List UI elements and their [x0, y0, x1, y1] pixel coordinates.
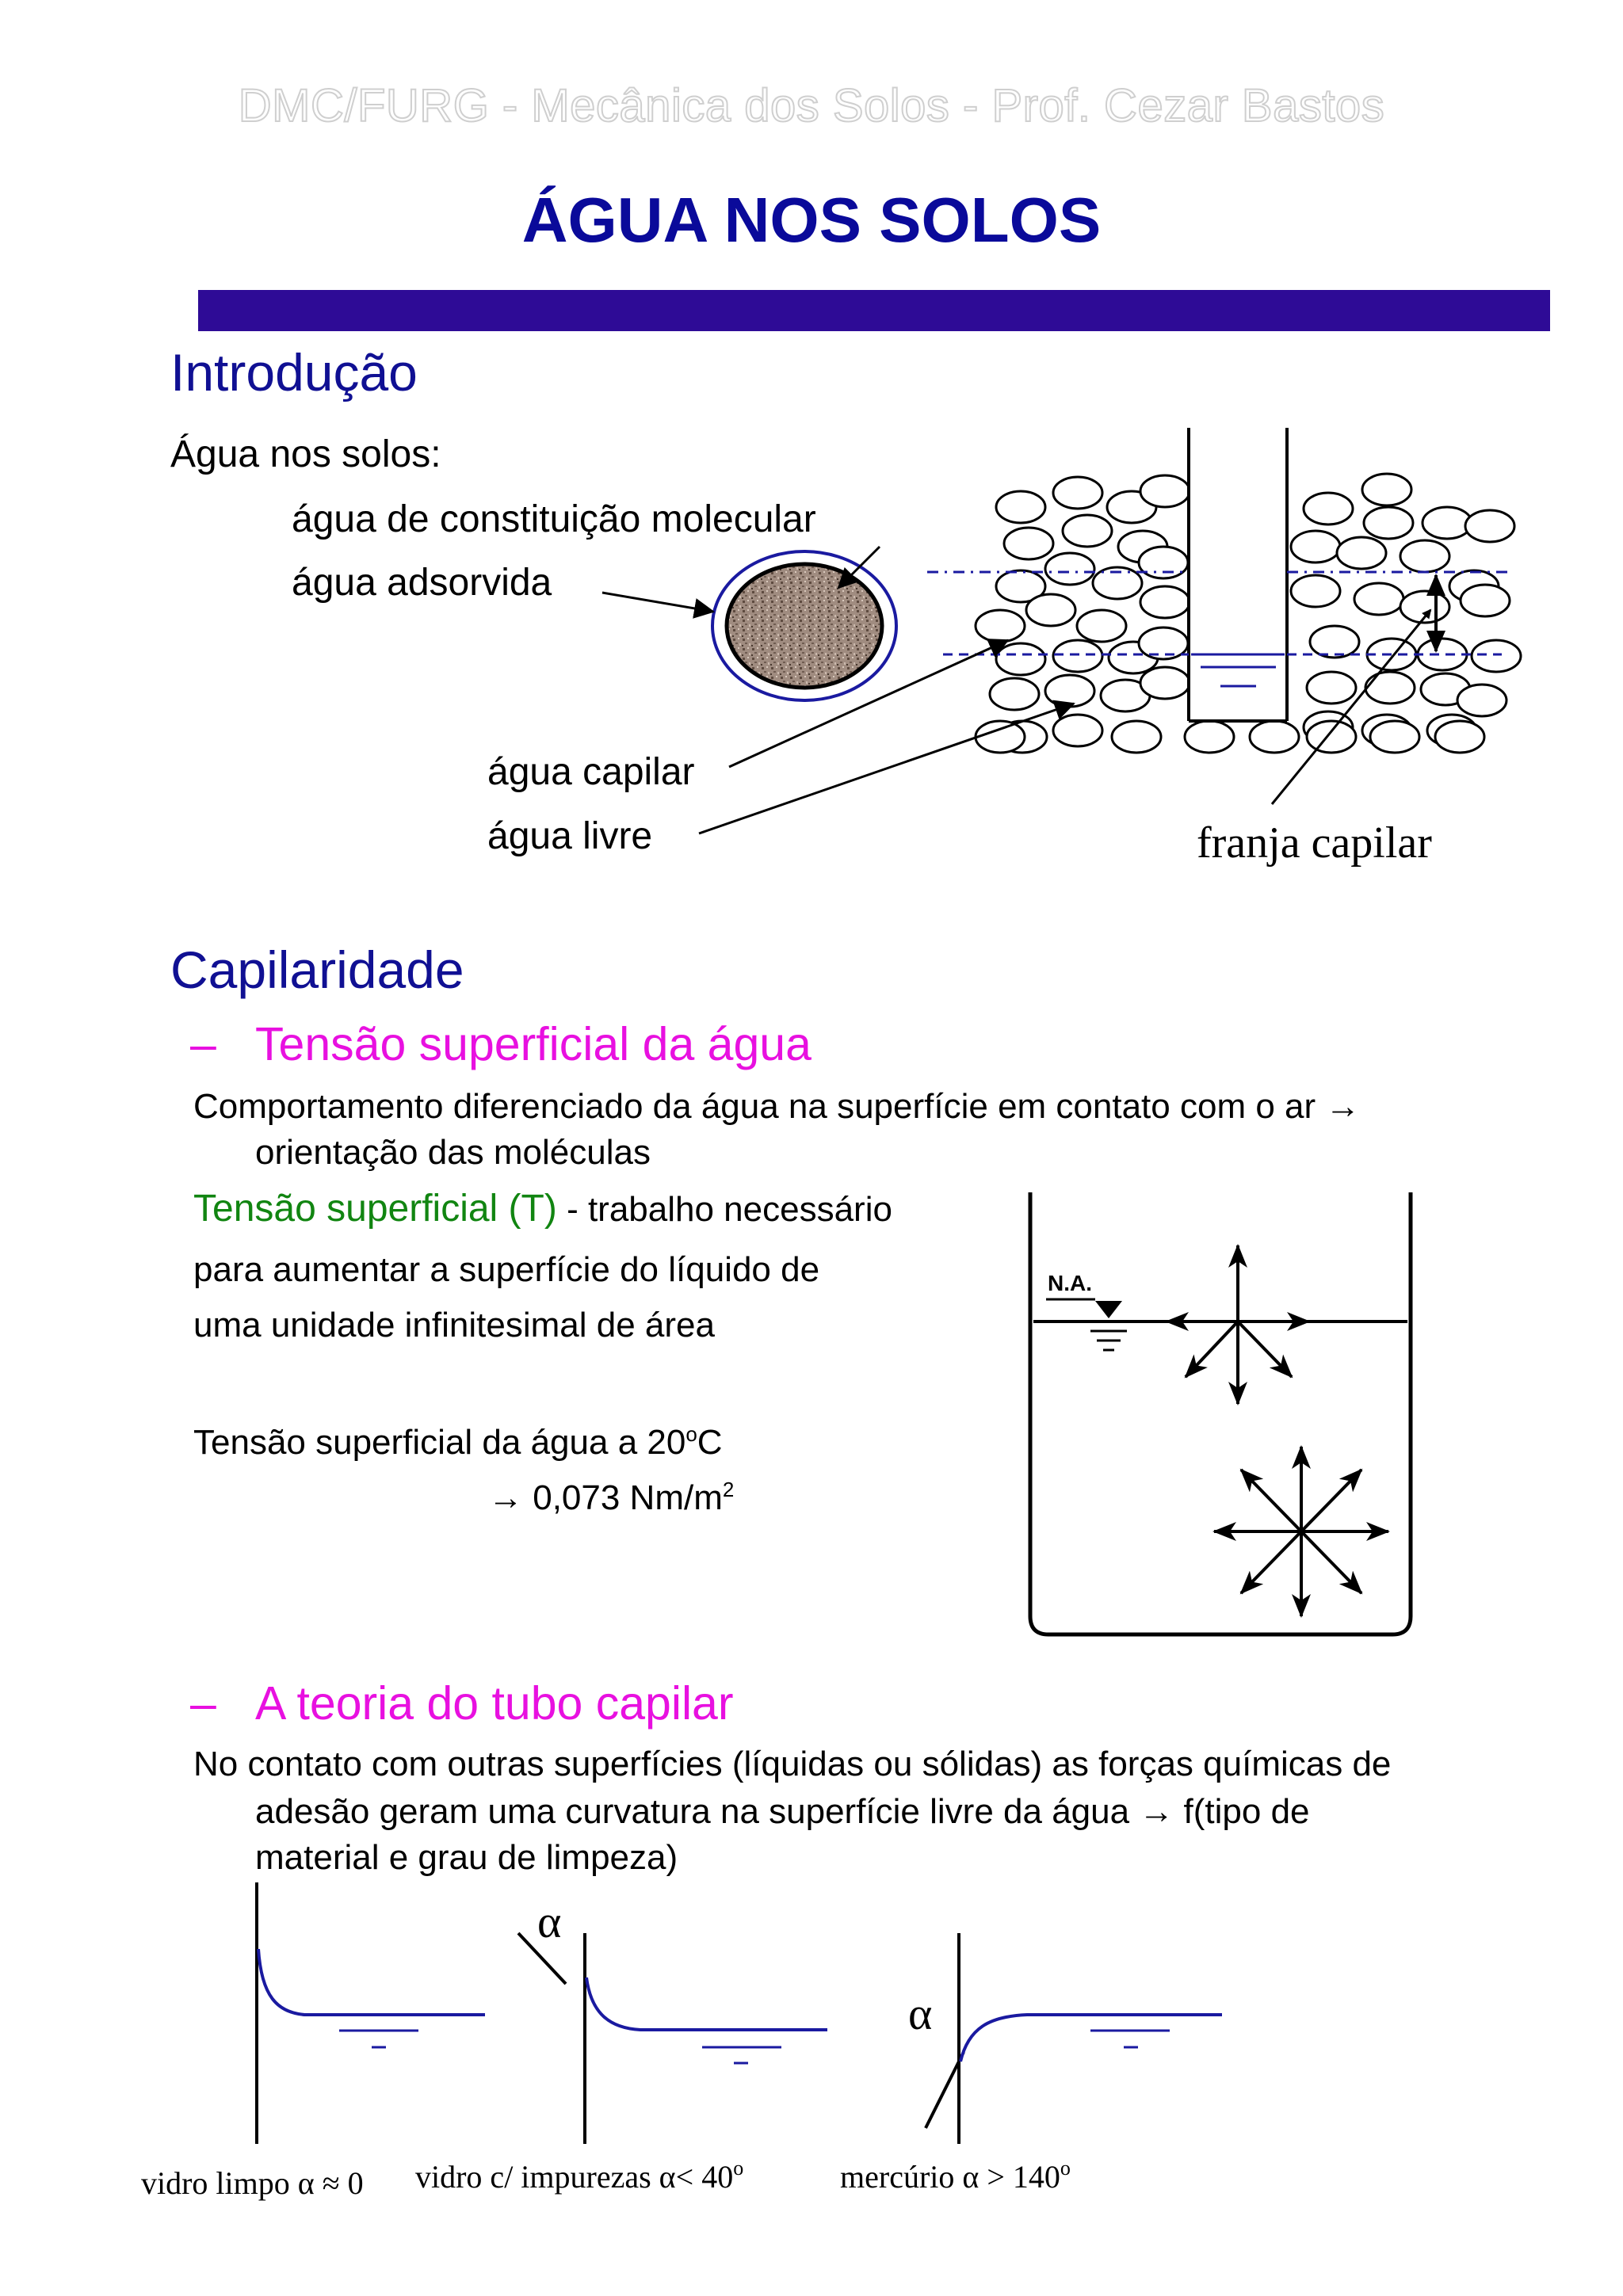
- surface-tension-label-text: Tensão superficial da água a 20: [193, 1423, 686, 1462]
- page-title: ÁGUA NOS SOLOS: [521, 185, 1102, 255]
- area-unit-sup: 2: [722, 1478, 735, 1501]
- intro-lead: Água nos solos:: [170, 433, 441, 475]
- intro-label-capilar: água capilar: [487, 751, 695, 793]
- definition-term: Tensão superficial (T): [193, 1188, 557, 1230]
- meniscus-mercury: [926, 1933, 1222, 2144]
- sub2-title: A teoria do tubo capilar: [255, 1677, 734, 1730]
- caption-impure-glass-sup: o: [733, 2157, 744, 2180]
- surface-tension-value-text: → 0,073 Nm/m: [488, 1478, 723, 1517]
- sub1-title: Tensão superficial da água: [255, 1018, 812, 1070]
- intro-heading: Introdução: [170, 343, 418, 402]
- sub2-line3: material e grau de limpeza): [255, 1838, 678, 1877]
- caption-mercury-text: mercúrio α > 140: [840, 2159, 1060, 2195]
- caption-mercury-sup: o: [1060, 2157, 1071, 2180]
- alpha-label-impurezas: α: [537, 1896, 562, 1947]
- header-watermark: DMC/FURG - Mecânica dos Solos - Prof. Cezar Bastos: [238, 80, 1385, 132]
- definition-line2: para aumentar a superfície do líquido de: [193, 1250, 820, 1289]
- intro-item-adsorvida: água adsorvida: [292, 562, 552, 604]
- caption-impure-glass: [415, 2158, 743, 2195]
- meniscus-impure-glass: [518, 1933, 827, 2144]
- intro-item-molecular: água de constituição molecular: [292, 498, 816, 540]
- intro-label-livre: água livre: [487, 815, 653, 857]
- caption-impure-glass-text: vidro c/ impurezas α< 40: [415, 2159, 734, 2195]
- definition-line3: uma unidade infinitesimal de área: [193, 1306, 715, 1344]
- caption-clean-glass: vidro limpo α ≈ 0: [141, 2165, 364, 2201]
- franja-capilar-label: franja capilar: [1197, 818, 1432, 868]
- sub2-dash: –: [190, 1677, 216, 1730]
- sub1-text-line1: Comportamento diferenciado da água na superfície em contato com o ar →: [193, 1087, 1361, 1126]
- sub1-dash: –: [190, 1018, 216, 1070]
- alpha-label-mercurio: α: [908, 1988, 933, 2039]
- sub1-text-line2: orientação das moléculas: [255, 1133, 651, 1172]
- meniscus-clean-glass: [257, 1882, 485, 2144]
- degree-sup: o: [685, 1422, 697, 1446]
- definition-rest: - trabalho necessário: [556, 1190, 892, 1229]
- beaker-na-label: N.A.: [1048, 1271, 1092, 1295]
- celsius-unit: C: [697, 1423, 723, 1462]
- sub2-line1: No contato com outras superfícies (líquidas ou sólidas) as forças químicas de: [193, 1745, 1392, 1783]
- sub2-line2: adesão geram uma curvatura na superfície livre da água → f(tipo de: [255, 1792, 1310, 1831]
- caption-mercury: [840, 2158, 1071, 2195]
- capilaridade-heading: Capilaridade: [170, 940, 464, 999]
